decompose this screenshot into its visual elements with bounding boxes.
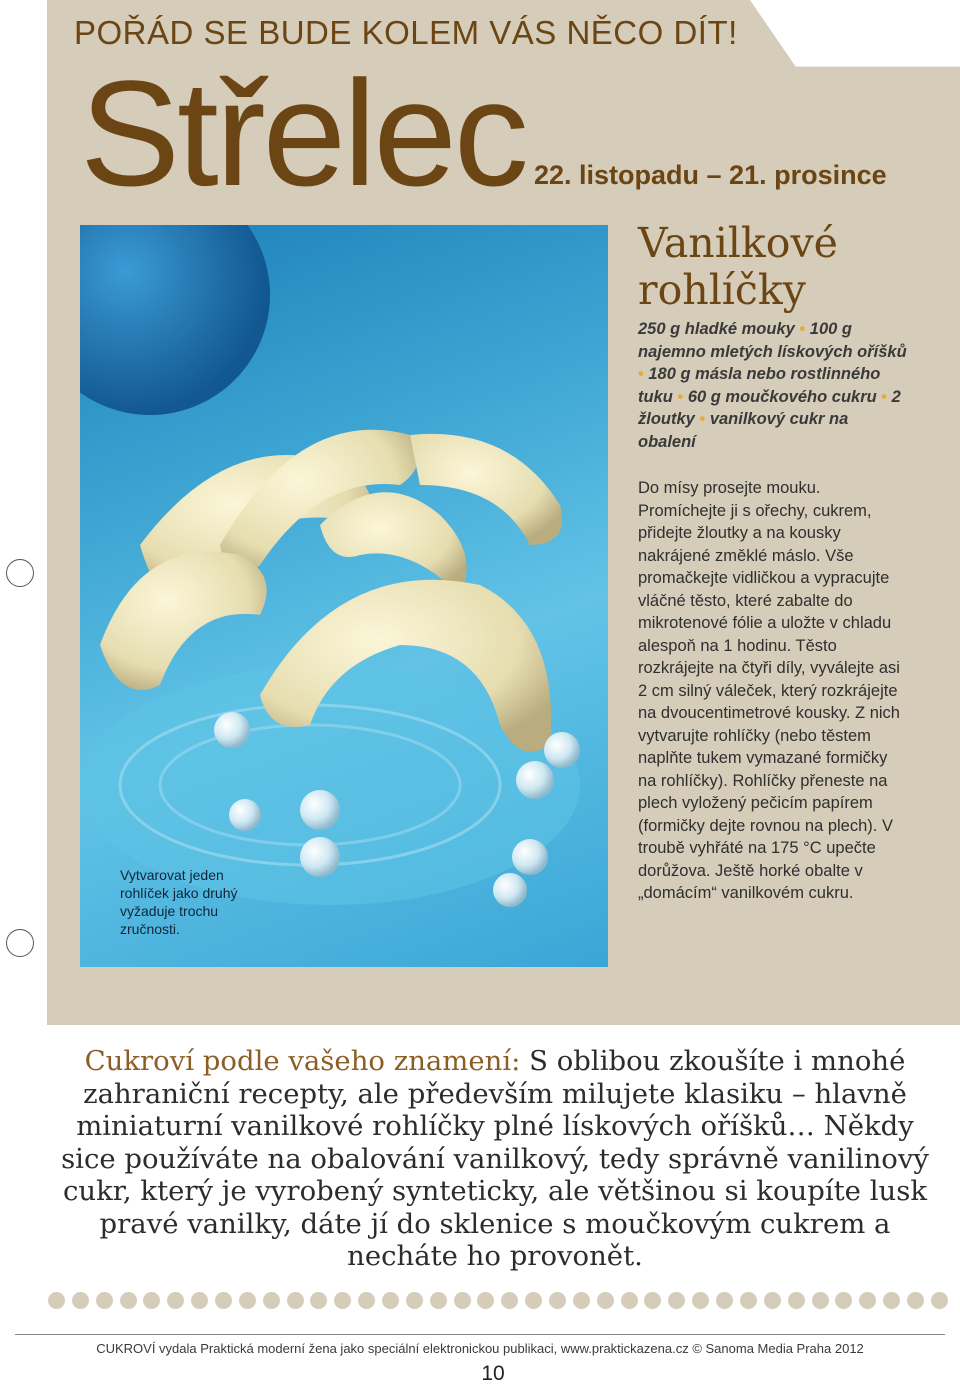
ingredient: vanilkový cukr na obalení (638, 410, 849, 451)
bullet-icon: • (881, 387, 892, 406)
intro-lead: Cukroví podle vašeho znamení: (84, 1045, 521, 1077)
binder-hole (6, 559, 34, 587)
intro-text: S oblibou zkoušíte i mnohé zahraniční recepty, ale především milujete klasiku – hlavně miniaturní vanilkové rohlíčky plné lískových oříšků… Někdy sice používáte na obalování vanilkový, tedy správně vanilinový cukr, který je vyrobený synteticky, ale většinou si koupíte lusk pravé vanilky, dáte jí do sklenice s moučkovým cukrem a necháte ho provonět. (61, 1045, 929, 1272)
footer-divider (15, 1334, 945, 1335)
ingredient: 100 g najemno mletých lískových oříšků (638, 320, 907, 361)
photo-caption: Vytvarovat jeden rohlíček jako druhý vyžaduje trochu zručnosti. (120, 867, 238, 937)
binder-hole (6, 929, 34, 957)
page-number: 10 (481, 1362, 505, 1385)
ingredient: 180 g másla nebo rostlinného tuku (638, 365, 881, 406)
ingredient: 60 g moučkového cukru (687, 387, 877, 406)
footer-credit: CUKROVÍ vydala Praktická moderní žena jako speciální elektronickou publikaci, www.praktickazena.cz © Sanoma Media Praha 2012 (96, 1341, 864, 1356)
sign-title: Střelec (80, 49, 526, 217)
bullet-icon: • (677, 387, 688, 406)
cookies-illustration (80, 225, 608, 967)
recipe-title: Vanilkové rohlíčky (638, 219, 838, 314)
tagline: POŘÁD SE BUDE KOLEM VÁS NĚCO DÍT! (74, 14, 738, 51)
ingredients-list (638, 318, 908, 453)
sign-intro (60, 1045, 930, 1273)
bullet-icon: • (699, 410, 710, 428)
sign-dates: 22. listopadu – 21. prosince (534, 160, 887, 190)
decorative-dots (48, 1290, 948, 1310)
bullet-icon: • (799, 320, 810, 338)
recipe-method: Do mísy prosejte mouku. Promíchejte ji s ořechy, cukrem, přidejte žloutky a na kousky nakrájené změklé máslo. Vše promačkejte vidličkou a vypracujte vláčné těsto, které zabalte do mikrotenové fólie a uložte v chladu alespoň na 1 hodinu. Těsto rozkrájejte na čtyři díly, vyválejte asi 2 cm silný váleček, který rozkrájejte na dvoucentimetrové kousky. Z nich vytvarujte rohlíčky (nebo těstem naplňte tukem vymazané formičky na rohlíčky). Rohlíčky přeneste na plech vyložený pečicím papírem (formičky dejte rovnou na plech). V troubě vyhřáté na 175 °C upečte dorůžova. Ještě horké obalte v „domácím“ vanilkovém cukru. (638, 479, 900, 902)
cookies-photo (80, 225, 608, 967)
bullet-icon: • (638, 365, 649, 383)
ingredient: 250 g hladké mouky (638, 320, 795, 338)
ingredient: 2 žloutky (638, 387, 901, 428)
